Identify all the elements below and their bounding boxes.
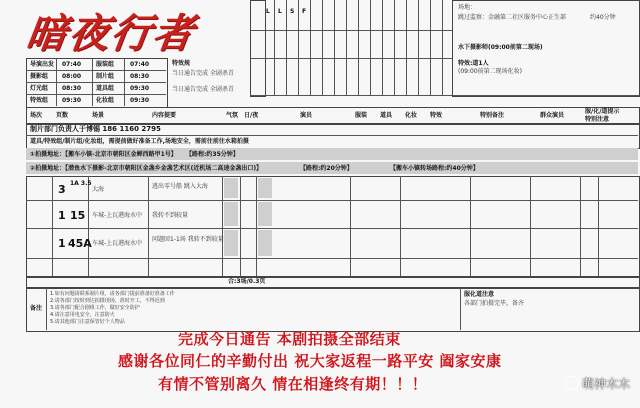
time-label-effects: 特效组 [30, 97, 49, 104]
time-label-lighting: 灯光组 [30, 85, 49, 92]
right-line2: 跳过监察：金融第二社区服务中心正生部 [458, 14, 567, 21]
divider [26, 228, 638, 229]
production-contact: 制片部门负责人于博锡 186 1160 2795 [30, 125, 161, 133]
scene-1-location: 大海 [92, 186, 105, 193]
col-effects: 特效 [430, 112, 443, 119]
divider [250, 58, 452, 59]
divider [46, 288, 47, 330]
header-col-F: F [302, 8, 307, 15]
col-daynight: 日/夜 [244, 112, 259, 119]
divider [418, 0, 419, 95]
header-col-L2: L [278, 8, 282, 15]
scene-3-location: 车城-上瓦港 [92, 240, 125, 247]
divider [26, 200, 638, 201]
divider [274, 0, 275, 95]
scene-2-page: 15 [70, 209, 86, 222]
col-hmu-tips: 服/化/道提示 [585, 108, 620, 115]
right-line3: 约40分钟 [590, 14, 616, 21]
divider [442, 0, 443, 95]
divider [598, 176, 599, 276]
scene-2-action: 我转不到较量 [152, 212, 189, 219]
scene-2-content: 海水中 [124, 212, 143, 219]
divider [580, 176, 581, 276]
scene-1-no: 3 [58, 183, 66, 196]
location-2-time: 【路程:约20分钟】 [300, 165, 353, 172]
divider [26, 258, 638, 259]
time-value: 09:30 [130, 85, 150, 92]
divider [530, 176, 531, 276]
time-value: 07:40 [62, 61, 82, 68]
divider [250, 30, 452, 31]
time-label-director: 导演出发 [30, 61, 55, 68]
col-content: 内容提要 [152, 112, 177, 119]
summary-row [26, 276, 640, 288]
divider [240, 176, 241, 276]
location-1-time: 【路程:约35分钟】 [186, 151, 239, 158]
special-title: 特效规 [172, 60, 191, 67]
remark-1: 1.如有问题请联系制片组，请各部门提前准备好准备工作 [50, 291, 175, 297]
special-note-1: 当日通告完成 全剧杀青 [172, 70, 234, 77]
show-logo: 暗夜行者 [23, 10, 199, 57]
divider [400, 176, 401, 276]
summary-text: 合:3场/0.3页 [228, 278, 266, 285]
location-1: ①拍摄地址：【搬车小镇-北京市朝阳区金蝉西路甲1号】 [30, 151, 177, 158]
announcement-line-1: 完成今日通告 本剧拍摄全部结束 [178, 330, 401, 348]
production-request: 道具/特效组/制片组/化妆组，需提前做好准备工作,场地安全，需前往前往水箱拍摄 [30, 138, 249, 145]
remark-5: 5.请其他部门注意保管好个人物品 [50, 319, 125, 325]
divider [430, 0, 431, 95]
effects-sub: (09:00前第二现场化妆) [458, 68, 522, 75]
scene-3-page: 45A [68, 237, 92, 250]
remarks-right-note: 各部门拍摄完毕，备齐 [464, 300, 525, 307]
announcement-line-3: 有情不管别离久 情在相逢终有期！！！ [158, 375, 428, 393]
time-label-costume: 服装组 [96, 61, 115, 68]
scene-table [26, 176, 640, 278]
time-value: 08:30 [130, 73, 150, 80]
col-cast: 演员 [300, 112, 313, 119]
divider [124, 58, 125, 106]
header-col-S: S [290, 8, 295, 15]
divider [310, 0, 311, 95]
divider [88, 176, 89, 276]
col-location: 场景 [92, 112, 105, 119]
divider [256, 176, 257, 276]
cell-shade [258, 230, 272, 256]
col-attention: 特别注意 [585, 116, 610, 123]
divider [26, 94, 166, 95]
divider [346, 0, 347, 95]
divider [470, 176, 471, 276]
col-extras: 群众演员 [540, 112, 565, 119]
time-value: 09:30 [130, 97, 150, 104]
announcement-line-2: 感谢各位同仁的辛勤付出 祝大家返程一路平安 阖家安康 [118, 352, 502, 370]
watermark [565, 375, 630, 392]
remark-2: 2.请各部门按时到达拍摄现场，准时开工，不得迟到 [50, 298, 165, 304]
divider [350, 176, 351, 276]
divider [382, 0, 383, 95]
time-label-production: 制片组 [96, 73, 115, 80]
col-special-notes: 特别备注 [480, 112, 505, 119]
scene-3-action: 问题回1-1场 我转不到较量 [152, 236, 224, 243]
col-costume: 服装 [355, 112, 368, 119]
col-makeup: 化妆 [405, 112, 418, 119]
divider [26, 135, 638, 136]
header-col-L1: L [266, 8, 270, 15]
cell-shade [224, 230, 238, 256]
divider [26, 82, 166, 83]
divider [334, 0, 335, 95]
scene-3-no: 1 [58, 237, 66, 250]
time-value: 08:00 [62, 73, 82, 80]
remarks-label: 备注 [30, 305, 43, 312]
water-title: 水下摄影师(09:00前第二现场) [458, 44, 543, 51]
divider [26, 70, 166, 71]
cell-shade [258, 178, 272, 198]
time-label-props: 道具组 [96, 85, 115, 92]
divider [148, 176, 149, 276]
location-2: ②拍摄地址：【潜鱼水下摄影-北京市朝阳区金盏乡金盏艺术区(近机场二高速金盏出口)】 [30, 165, 263, 172]
divider [52, 176, 53, 276]
header-col-box [250, 0, 266, 97]
time-value: 08:30 [62, 85, 82, 92]
divider [56, 58, 57, 106]
col-atmos: 气氛 [226, 112, 239, 119]
scene-1-page: 1A 3.5 [70, 180, 92, 187]
divider [298, 0, 299, 95]
col-props: 道具 [380, 112, 393, 119]
divider [460, 288, 461, 330]
scene-2-no: 1 [58, 209, 66, 222]
divider [92, 58, 93, 106]
cell-shade [224, 178, 238, 198]
location-2-extra: 【搬车小镇转场路程:约40分钟】 [390, 165, 479, 172]
col-scene-no: 场次 [30, 112, 43, 119]
watermark-icon [565, 376, 579, 390]
cell-shade [224, 202, 238, 226]
time-value: 07:40 [130, 61, 150, 68]
right-line1: 场地： [458, 4, 477, 11]
scene-3-content: 海水中 [124, 240, 143, 247]
divider [370, 0, 371, 95]
divider [358, 0, 359, 95]
col-pages: 页数 [56, 112, 69, 119]
scene-1-content: 逃出零号船 跳入大海 [152, 183, 208, 190]
scene-2-location: 车城-上瓦港 [92, 212, 125, 219]
time-value: 09:30 [62, 97, 82, 104]
watermark-text: 萌神木木 [581, 377, 630, 391]
cell-shade [258, 202, 272, 226]
remarks-right-title: 服化道注意 [464, 291, 495, 298]
divider [394, 0, 395, 95]
remark-4: 4.请注意用电安全，注意防火 [50, 312, 115, 318]
special-note-2: 当日通告完成 全剧杀青 [172, 86, 234, 93]
divider [406, 0, 407, 95]
time-label-camera: 摄影组 [30, 73, 49, 80]
effects-title: 特效:道1人 [458, 60, 489, 67]
divider [322, 0, 323, 95]
divider [222, 176, 223, 276]
remark-3: 3.请各部门配合剧组工作，做好安全防护 [50, 305, 140, 311]
divider [286, 0, 287, 95]
time-label-makeup: 化妆组 [96, 97, 115, 104]
